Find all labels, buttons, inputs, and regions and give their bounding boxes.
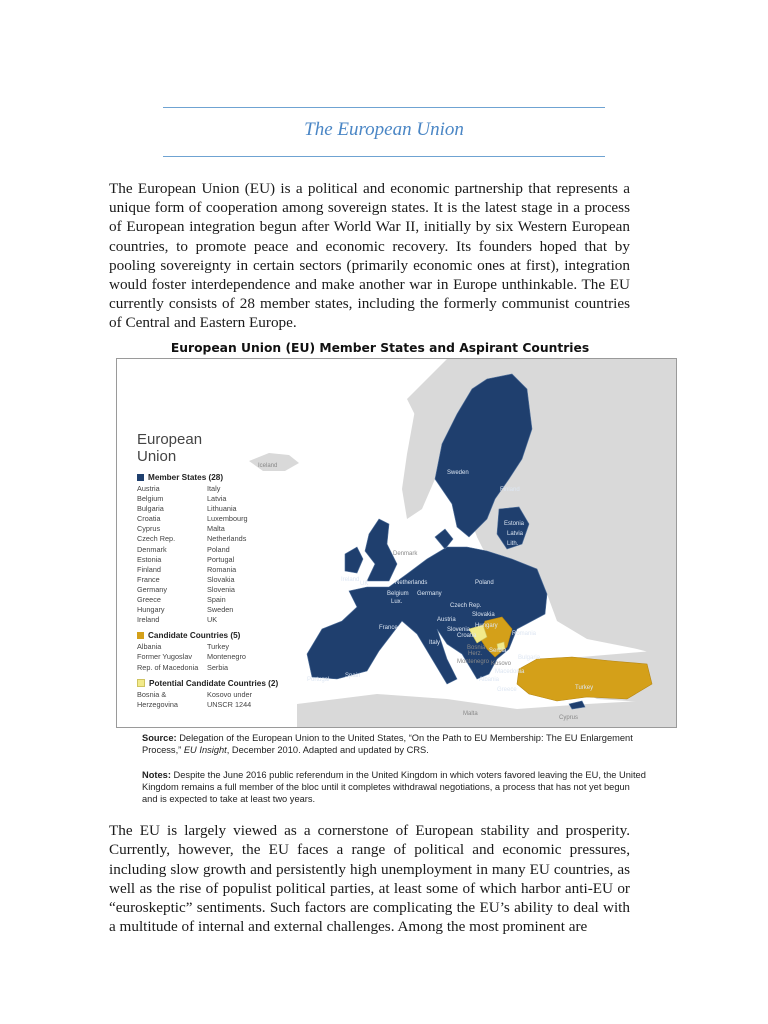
member-state-item: Malta [207, 524, 225, 534]
member-state-item: Ireland [137, 615, 160, 625]
legend-title: European Union [137, 431, 203, 465]
member-state-item: Latvia [207, 494, 227, 504]
member-state-item: Slovakia [207, 574, 235, 584]
label-montenegro: Montenegro [457, 659, 490, 665]
title-rule-bottom [163, 156, 605, 157]
label-malta: Malta [463, 711, 478, 717]
member-state-item: Romania [207, 564, 237, 574]
member-state-item: Estonia [137, 554, 162, 564]
legend-potential-list [137, 690, 297, 710]
label-serbia: Serbia [489, 648, 507, 654]
potential-country-item: Bosnia & [137, 689, 167, 699]
member-state-item: Croatia [137, 514, 161, 524]
member-state-item: Poland [207, 544, 230, 554]
figure-notes: Notes: Despite the June 2016 public referendum in the United Kingdom in which voters favored leaving the EU, the United Kingdom remains a full member of the bloc until it completes withdrawal negotiations, a process that has not yet begun and is expected to take at least two years. [142, 770, 646, 804]
label-lith: Lith. [507, 541, 519, 547]
member-state-item: Finland [137, 564, 161, 574]
member-state-item: Czech Rep. [137, 534, 176, 544]
label-finland: Finland [500, 487, 520, 493]
title-rule-top [163, 107, 605, 108]
label-herz: Herz. [468, 651, 483, 657]
label-germany: Germany [417, 591, 442, 597]
figure-source: Source: Delegation of the European Union to the United States, “On the Path to EU Membership: The EU Enlargement Process,” EU Insight, December 2010. Adapted and updated by CRS. [142, 733, 633, 755]
candidate-country-item: Albania [137, 642, 162, 652]
potential-country-item: Kosovo under [207, 689, 253, 699]
label-denmark: Denmark [393, 551, 418, 557]
label-romania: Romania [512, 631, 537, 637]
label-netherlands: Netherlands [395, 580, 428, 586]
potential-country-item: UNSCR 1244 [207, 699, 252, 709]
member-state-item: Slovenia [207, 584, 235, 594]
label-estonia: Estonia [504, 521, 525, 527]
label-austria: Austria [437, 617, 456, 623]
label-kosovo: Kosovo [491, 661, 512, 667]
member-state-item: France [137, 574, 160, 584]
label-slovenia: Slovenia [447, 627, 471, 633]
label-czech: Czech Rep. [450, 603, 482, 609]
candidate-country-item: Montenegro [207, 652, 246, 662]
label-slovakia: Slovakia [472, 612, 495, 618]
turkey-shape [517, 657, 652, 701]
member-state-item: Greece [137, 595, 161, 605]
label-france: France [379, 625, 398, 631]
member-state-item: Germany [137, 584, 168, 594]
map-legend [137, 431, 297, 716]
label-uk: UK [360, 581, 369, 587]
label-latvia: Latvia [507, 531, 524, 537]
member-state-item: Italy [207, 484, 221, 493]
label-hungary: Hungary [475, 623, 498, 629]
member-state-item: Belgium [137, 494, 164, 504]
candidate-country-item: Former Yugoslav [137, 652, 193, 662]
intro-paragraph: The European Union (EU) is a political and economic partnership that represents a unique form of cooperation among sovereign states. It is the latest stage in a process of European integration begun after World War II, initially by six Western European countries, to promote peace and economic recovery. Its founders hoped that by pooling sovereignty in certain sectors (primarily economic ones at first), integration would foster interdependence and make another war in Europe unthinkable. The EU currently consists of 28 member states, including the formerly communist countries of Central and Eastern Europe. [109, 180, 630, 332]
candidate-country-item: Turkey [207, 642, 230, 652]
legend-member-heading: Member States (28) [137, 473, 297, 482]
member-state-item: Hungary [137, 605, 165, 615]
label-ireland: Ireland [341, 577, 360, 583]
label-portugal: Portugal [307, 677, 330, 683]
label-cyprus: Cyprus [559, 715, 579, 721]
candidate-country-item: Serbia [207, 662, 229, 672]
label-albania: Albania [479, 677, 500, 683]
denmark-shape [435, 529, 453, 549]
label-poland: Poland [475, 580, 494, 586]
potential-country-item: Herzegovina [137, 699, 178, 709]
page-title: The European Union [304, 119, 464, 140]
label-belgium: Belgium [387, 591, 409, 597]
figure-caption: European Union (EU) Member States and Aspirant Countries [170, 341, 590, 355]
member-state-item: Sweden [207, 605, 234, 615]
member-state-item: UK [207, 615, 218, 625]
member-state-item: Bulgaria [137, 504, 164, 514]
label-spain: Spain [345, 673, 361, 679]
label-turkey: Turkey [575, 685, 594, 691]
label-macedonia: Macedonia [495, 669, 525, 675]
eu-map-figure [116, 358, 677, 728]
label-bulgaria: Bulgaria [518, 655, 541, 661]
member-state-item: Austria [137, 484, 160, 493]
label-sweden: Sweden [447, 470, 469, 476]
label-bosnia: Bosnia [467, 645, 486, 651]
candidate-country-item: Rep. of Macedonia [137, 662, 199, 672]
legend-potential-heading: Potential Candidate Countries (2) [137, 679, 297, 688]
closing-paragraph: The EU is largely viewed as a cornerstone of European stability and prosperity. Currently, however, the EU faces a range of political and economic pressures, including slow growth and persistently high unemployment in many EU countries, as well as the rise of populist political parties, at least some of which harbor anti-EU or “euroskeptic” sentiments. Such factors are complicating the EU’s ability to deal with a multitude of internal and external challenges. Among the most prominent are [109, 822, 630, 936]
legend-member-list [137, 484, 297, 625]
ireland-shape [345, 547, 363, 573]
member-state-item: Portugal [207, 554, 235, 564]
member-state-item: Netherlands [207, 534, 247, 544]
member-state-item: Luxembourg [207, 514, 248, 524]
label-lux: Lux. [391, 599, 403, 605]
member-state-item: Cyprus [137, 524, 161, 534]
legend-candidate-list [137, 642, 297, 672]
legend-candidate-heading: Candidate Countries (5) [137, 631, 297, 640]
label-italy: Italy [429, 640, 441, 646]
member-state-item: Lithuania [207, 504, 237, 514]
member-state-item: Spain [207, 595, 226, 605]
label-greece: Greece [497, 687, 517, 693]
member-state-item: Denmark [137, 544, 167, 554]
uk-shape [365, 519, 397, 581]
label-iceland: Iceland [258, 463, 278, 469]
label-croatia: Croatia [457, 633, 477, 639]
